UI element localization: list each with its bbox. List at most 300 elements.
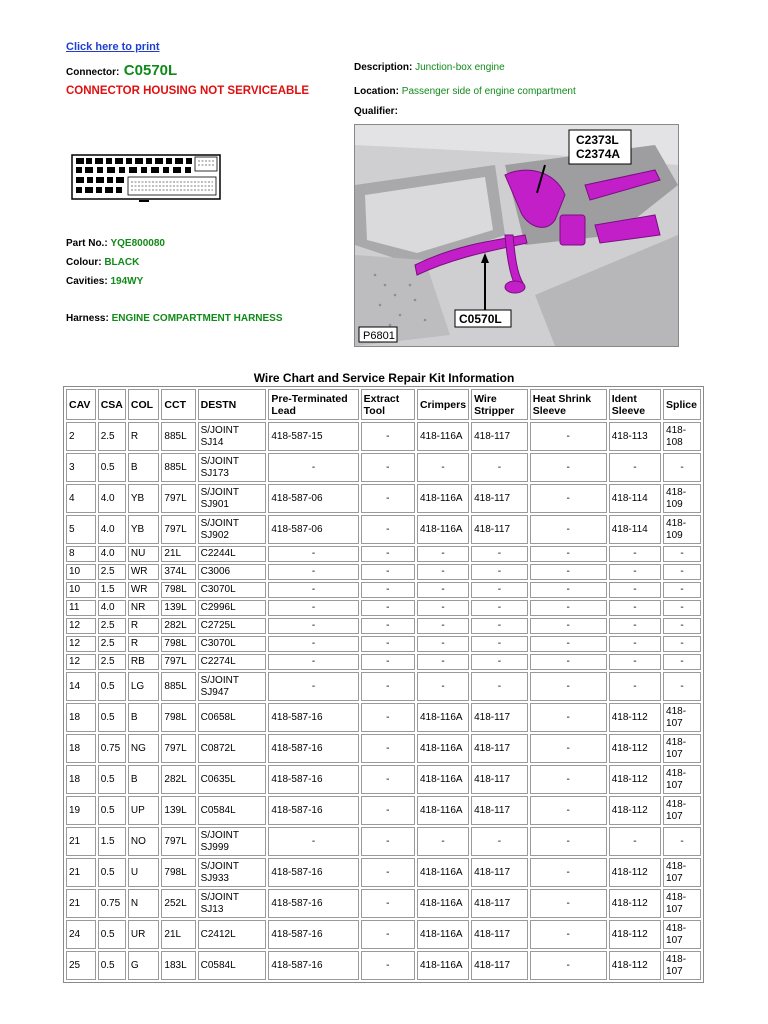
- cell-ident-sleeve: -: [609, 564, 661, 580]
- cell-col: YB: [128, 484, 160, 513]
- cell-pre-terminated-lead: 418-587-16: [268, 858, 358, 887]
- connector-face-diagram: [71, 151, 221, 203]
- table-row: [66, 920, 701, 949]
- cell-heat-shrink-sleeve: -: [530, 703, 607, 732]
- cell-destn: S/JOINT SJ933: [198, 858, 267, 887]
- cell-splice: -: [663, 546, 701, 562]
- cell-extract-tool: -: [361, 582, 415, 598]
- cell-cav: 12: [66, 636, 96, 652]
- cell-ident-sleeve: 418-112: [609, 765, 661, 794]
- table-row: [66, 827, 701, 856]
- cell-destn: S/JOINT SJ999: [198, 827, 267, 856]
- cell-cav: 12: [66, 618, 96, 634]
- harness-value: ENGINE COMPARTMENT HARNESS: [111, 313, 283, 324]
- cell-destn: C0584L: [198, 951, 267, 980]
- cell-ident-sleeve: -: [609, 546, 661, 562]
- callout-c2373l: C2373L: [576, 133, 619, 147]
- cell-extract-tool: -: [361, 453, 415, 482]
- colour-row: [66, 257, 139, 268]
- cell-heat-shrink-sleeve: -: [530, 422, 607, 451]
- cell-heat-shrink-sleeve: -: [530, 734, 607, 763]
- cell-cav: 21: [66, 889, 96, 918]
- cell-cav: 18: [66, 734, 96, 763]
- cell-wire-stripper: 418-117: [471, 889, 528, 918]
- cell-crimpers: 418-116A: [417, 484, 469, 513]
- cell-csa: 2.5: [98, 422, 126, 451]
- table-row: [66, 734, 701, 763]
- cell-extract-tool: -: [361, 654, 415, 670]
- cell-cav: 10: [66, 582, 96, 598]
- table-row: [66, 796, 701, 825]
- cell-pre-terminated-lead: -: [268, 636, 358, 652]
- col-header-destn: DESTN: [198, 389, 267, 420]
- cell-crimpers: -: [417, 654, 469, 670]
- cell-extract-tool: -: [361, 546, 415, 562]
- cell-ident-sleeve: 418-114: [609, 515, 661, 544]
- cell-csa: 4.0: [98, 484, 126, 513]
- cell-crimpers: 418-116A: [417, 889, 469, 918]
- cell-cct: 797L: [161, 515, 195, 544]
- cavities-row: [66, 276, 143, 287]
- col-header-heat-shrink-sleeve: Heat Shrink Sleeve: [530, 389, 607, 420]
- location-row: [354, 86, 576, 97]
- cell-splice: 418-107: [663, 796, 701, 825]
- cell-extract-tool: -: [361, 765, 415, 794]
- cell-col: YB: [128, 515, 160, 544]
- cell-extract-tool: -: [361, 889, 415, 918]
- cell-col: R: [128, 618, 160, 634]
- table-row: [66, 618, 701, 634]
- cell-pre-terminated-lead: -: [268, 546, 358, 562]
- cell-ident-sleeve: 418-114: [609, 484, 661, 513]
- cell-cav: 18: [66, 765, 96, 794]
- cell-pre-terminated-lead: -: [268, 600, 358, 616]
- cell-heat-shrink-sleeve: -: [530, 889, 607, 918]
- cell-cav: 3: [66, 453, 96, 482]
- cell-heat-shrink-sleeve: -: [530, 484, 607, 513]
- cell-crimpers: -: [417, 672, 469, 701]
- cell-destn: S/JOINT SJ14: [198, 422, 267, 451]
- cell-extract-tool: -: [361, 618, 415, 634]
- cell-cav: 19: [66, 796, 96, 825]
- cell-crimpers: 418-116A: [417, 734, 469, 763]
- cell-heat-shrink-sleeve: -: [530, 564, 607, 580]
- col-header-col: COL: [128, 389, 160, 420]
- cell-cav: 2: [66, 422, 96, 451]
- cell-ident-sleeve: 418-112: [609, 858, 661, 887]
- cell-wire-stripper: -: [471, 582, 528, 598]
- cell-csa: 0.5: [98, 672, 126, 701]
- cell-splice: -: [663, 582, 701, 598]
- cell-heat-shrink-sleeve: -: [530, 546, 607, 562]
- cell-wire-stripper: -: [471, 546, 528, 562]
- cell-extract-tool: -: [361, 734, 415, 763]
- cell-heat-shrink-sleeve: -: [530, 582, 607, 598]
- cell-ident-sleeve: -: [609, 618, 661, 634]
- cell-wire-stripper: 418-117: [471, 951, 528, 980]
- cell-wire-stripper: -: [471, 672, 528, 701]
- print-link[interactable]: Click here to print: [66, 41, 160, 53]
- col-header-extract-tool: Extract Tool: [361, 389, 415, 420]
- cell-cct: 282L: [161, 765, 195, 794]
- warning-text: CONNECTOR HOUSING NOT SERVICEABLE: [66, 85, 310, 97]
- cell-col: B: [128, 703, 160, 732]
- cell-crimpers: 418-116A: [417, 703, 469, 732]
- cell-destn: C0584L: [198, 796, 267, 825]
- cell-destn: C3006: [198, 564, 267, 580]
- cell-col: N: [128, 889, 160, 918]
- table-header-row: [66, 389, 701, 420]
- cell-crimpers: 418-116A: [417, 515, 469, 544]
- cell-crimpers: -: [417, 453, 469, 482]
- cell-wire-stripper: 418-117: [471, 515, 528, 544]
- cell-splice: -: [663, 636, 701, 652]
- cell-extract-tool: -: [361, 636, 415, 652]
- cell-destn: S/JOINT SJ901: [198, 484, 267, 513]
- cell-cav: 24: [66, 920, 96, 949]
- part-no-row: [66, 238, 165, 249]
- cell-splice: -: [663, 453, 701, 482]
- cell-csa: 0.5: [98, 858, 126, 887]
- cell-wire-stripper: 418-117: [471, 858, 528, 887]
- table-row: [66, 422, 701, 451]
- cell-extract-tool: -: [361, 484, 415, 513]
- cell-ident-sleeve: -: [609, 654, 661, 670]
- location-photo: [354, 124, 679, 347]
- cell-pre-terminated-lead: 418-587-16: [268, 796, 358, 825]
- part-no-label: Part No.:: [66, 238, 108, 249]
- cell-crimpers: -: [417, 564, 469, 580]
- table-row: [66, 889, 701, 918]
- cell-csa: 1.5: [98, 582, 126, 598]
- harness-label: Harness:: [66, 313, 109, 324]
- cell-destn: C2725L: [198, 618, 267, 634]
- cell-splice: 418-107: [663, 765, 701, 794]
- cell-cct: 21L: [161, 546, 195, 562]
- cell-extract-tool: -: [361, 920, 415, 949]
- cavities-value: 194WY: [110, 276, 144, 287]
- cell-pre-terminated-lead: 418-587-16: [268, 951, 358, 980]
- cell-splice: 418-109: [663, 484, 701, 513]
- photo-ref: P6801: [363, 330, 395, 342]
- cell-pre-terminated-lead: -: [268, 654, 358, 670]
- table-row: [66, 564, 701, 580]
- cell-ident-sleeve: -: [609, 636, 661, 652]
- cell-extract-tool: -: [361, 796, 415, 825]
- cell-destn: S/JOINT SJ947: [198, 672, 267, 701]
- cell-csa: 1.5: [98, 827, 126, 856]
- cell-ident-sleeve: 418-113: [609, 422, 661, 451]
- cell-pre-terminated-lead: 418-587-16: [268, 734, 358, 763]
- cell-destn: C0658L: [198, 703, 267, 732]
- table-row: [66, 515, 701, 544]
- cell-splice: -: [663, 618, 701, 634]
- cell-extract-tool: -: [361, 564, 415, 580]
- cell-pre-terminated-lead: 418-587-16: [268, 920, 358, 949]
- cell-wire-stripper: -: [471, 618, 528, 634]
- cell-destn: S/JOINT SJ902: [198, 515, 267, 544]
- cell-cct: 797L: [161, 827, 195, 856]
- cell-crimpers: -: [417, 582, 469, 598]
- cell-cct: 139L: [161, 796, 195, 825]
- cell-pre-terminated-lead: -: [268, 672, 358, 701]
- cell-pre-terminated-lead: -: [268, 453, 358, 482]
- callout-c0570l: C0570L: [459, 312, 502, 326]
- cell-destn: C2412L: [198, 920, 267, 949]
- cell-ident-sleeve: 418-112: [609, 920, 661, 949]
- cell-pre-terminated-lead: 418-587-16: [268, 703, 358, 732]
- cell-destn: C2244L: [198, 546, 267, 562]
- cell-csa: 0.75: [98, 734, 126, 763]
- cell-csa: 0.5: [98, 796, 126, 825]
- col-header-cct: CCT: [161, 389, 195, 420]
- cell-heat-shrink-sleeve: -: [530, 796, 607, 825]
- cell-splice: -: [663, 827, 701, 856]
- cell-splice: -: [663, 654, 701, 670]
- cell-cav: 5: [66, 515, 96, 544]
- cell-heat-shrink-sleeve: -: [530, 453, 607, 482]
- cell-extract-tool: -: [361, 703, 415, 732]
- table-row: [66, 582, 701, 598]
- cavities-label: Cavities:: [66, 276, 108, 287]
- cell-wire-stripper: -: [471, 636, 528, 652]
- cell-splice: 418-107: [663, 951, 701, 980]
- description-label: Description:: [354, 62, 413, 73]
- cell-cav: 10: [66, 564, 96, 580]
- table-row: [66, 858, 701, 887]
- table-row: [66, 654, 701, 670]
- cell-crimpers: 418-116A: [417, 796, 469, 825]
- cell-cav: 25: [66, 951, 96, 980]
- cell-cav: 18: [66, 703, 96, 732]
- cell-col: U: [128, 858, 160, 887]
- cell-heat-shrink-sleeve: -: [530, 672, 607, 701]
- cell-destn: C2996L: [198, 600, 267, 616]
- cell-cct: 798L: [161, 636, 195, 652]
- table-row: [66, 703, 701, 732]
- cell-csa: 4.0: [98, 600, 126, 616]
- cell-cct: 282L: [161, 618, 195, 634]
- cell-heat-shrink-sleeve: -: [530, 515, 607, 544]
- cell-heat-shrink-sleeve: -: [530, 920, 607, 949]
- cell-cct: 797L: [161, 654, 195, 670]
- cell-wire-stripper: 418-117: [471, 734, 528, 763]
- cell-pre-terminated-lead: 418-587-15: [268, 422, 358, 451]
- cell-destn: C0872L: [198, 734, 267, 763]
- cell-destn: C3070L: [198, 582, 267, 598]
- cell-wire-stripper: 418-117: [471, 765, 528, 794]
- col-header-crimpers: Crimpers: [417, 389, 469, 420]
- table-row: [66, 672, 701, 701]
- cell-csa: 2.5: [98, 618, 126, 634]
- cell-heat-shrink-sleeve: -: [530, 618, 607, 634]
- cell-crimpers: -: [417, 618, 469, 634]
- table-row: [66, 484, 701, 513]
- cell-pre-terminated-lead: 418-587-06: [268, 484, 358, 513]
- cell-ident-sleeve: -: [609, 672, 661, 701]
- cell-heat-shrink-sleeve: -: [530, 636, 607, 652]
- cell-ident-sleeve: 418-112: [609, 703, 661, 732]
- col-header-wire-stripper: Wire Stripper: [471, 389, 528, 420]
- table-row: [66, 453, 701, 482]
- cell-extract-tool: -: [361, 600, 415, 616]
- cell-destn: C2274L: [198, 654, 267, 670]
- cell-cav: 11: [66, 600, 96, 616]
- cell-csa: 2.5: [98, 654, 126, 670]
- cell-col: B: [128, 765, 160, 794]
- wire-chart-body: [66, 422, 701, 980]
- cell-splice: 418-107: [663, 889, 701, 918]
- cell-wire-stripper: -: [471, 827, 528, 856]
- cell-crimpers: 418-116A: [417, 920, 469, 949]
- cell-ident-sleeve: 418-112: [609, 796, 661, 825]
- cell-extract-tool: -: [361, 515, 415, 544]
- cell-cct: 797L: [161, 734, 195, 763]
- cell-cct: 798L: [161, 703, 195, 732]
- cell-col: R: [128, 636, 160, 652]
- cell-pre-terminated-lead: -: [268, 564, 358, 580]
- cell-wire-stripper: 418-117: [471, 703, 528, 732]
- cell-csa: 0.75: [98, 889, 126, 918]
- cell-csa: 2.5: [98, 564, 126, 580]
- cell-pre-terminated-lead: 418-587-16: [268, 889, 358, 918]
- table-row: [66, 546, 701, 562]
- cell-crimpers: -: [417, 827, 469, 856]
- cell-wire-stripper: 418-117: [471, 796, 528, 825]
- cell-heat-shrink-sleeve: -: [530, 765, 607, 794]
- cell-csa: 2.5: [98, 636, 126, 652]
- cell-heat-shrink-sleeve: -: [530, 600, 607, 616]
- description-row: [354, 62, 505, 73]
- cell-pre-terminated-lead: -: [268, 827, 358, 856]
- cell-cct: 885L: [161, 672, 195, 701]
- part-no-value: YQE800080: [110, 238, 165, 249]
- cell-ident-sleeve: -: [609, 827, 661, 856]
- cell-csa: 4.0: [98, 546, 126, 562]
- cell-col: LG: [128, 672, 160, 701]
- cell-ident-sleeve: 418-112: [609, 951, 661, 980]
- colour-value: BLACK: [104, 257, 140, 268]
- cell-cav: 8: [66, 546, 96, 562]
- cell-cct: 139L: [161, 600, 195, 616]
- cell-csa: 0.5: [98, 453, 126, 482]
- cell-col: UP: [128, 796, 160, 825]
- cell-csa: 0.5: [98, 951, 126, 980]
- cell-splice: 418-107: [663, 858, 701, 887]
- col-header-pre-terminated-lead: Pre-Terminated Lead: [268, 389, 358, 420]
- cell-wire-stripper: 418-117: [471, 484, 528, 513]
- cell-cct: 798L: [161, 582, 195, 598]
- cell-col: WR: [128, 582, 160, 598]
- cell-crimpers: 418-116A: [417, 858, 469, 887]
- cell-heat-shrink-sleeve: -: [530, 858, 607, 887]
- connector-name: C0570L: [123, 62, 178, 79]
- cell-wire-stripper: -: [471, 600, 528, 616]
- cell-pre-terminated-lead: 418-587-16: [268, 765, 358, 794]
- cell-cav: 21: [66, 858, 96, 887]
- cell-splice: 418-107: [663, 734, 701, 763]
- cell-destn: S/JOINT SJ13: [198, 889, 267, 918]
- cell-cav: 12: [66, 654, 96, 670]
- table-row: [66, 636, 701, 652]
- connector-row: [66, 62, 177, 80]
- cell-cct: 798L: [161, 858, 195, 887]
- cell-wire-stripper: -: [471, 654, 528, 670]
- cell-pre-terminated-lead: -: [268, 582, 358, 598]
- cell-cct: 885L: [161, 453, 195, 482]
- colour-label: Colour:: [66, 257, 102, 268]
- cell-extract-tool: -: [361, 827, 415, 856]
- cell-cav: 4: [66, 484, 96, 513]
- col-header-ident-sleeve: Ident Sleeve: [609, 389, 661, 420]
- location-label: Location:: [354, 86, 399, 97]
- cell-splice: -: [663, 564, 701, 580]
- cell-ident-sleeve: 418-112: [609, 734, 661, 763]
- connector-label: Connector:: [66, 67, 120, 78]
- cell-col: NG: [128, 734, 160, 763]
- cell-extract-tool: -: [361, 422, 415, 451]
- wire-chart-table: [63, 386, 704, 983]
- cell-crimpers: 418-116A: [417, 765, 469, 794]
- cell-col: RB: [128, 654, 160, 670]
- cell-destn: C0635L: [198, 765, 267, 794]
- cell-crimpers: -: [417, 636, 469, 652]
- cell-crimpers: -: [417, 600, 469, 616]
- cell-col: WR: [128, 564, 160, 580]
- cell-splice: 418-107: [663, 920, 701, 949]
- cell-col: G: [128, 951, 160, 980]
- cell-pre-terminated-lead: 418-587-06: [268, 515, 358, 544]
- cell-cav: 14: [66, 672, 96, 701]
- cell-cct: 885L: [161, 422, 195, 451]
- cell-cct: 183L: [161, 951, 195, 980]
- callout-c2374a: C2374A: [576, 147, 621, 161]
- col-header-cav: CAV: [66, 389, 96, 420]
- table-row: [66, 951, 701, 980]
- qualifier-label: Qualifier:: [354, 106, 398, 117]
- cell-wire-stripper: 418-117: [471, 920, 528, 949]
- cell-cav: 21: [66, 827, 96, 856]
- cell-cct: 374L: [161, 564, 195, 580]
- cell-col: NR: [128, 600, 160, 616]
- cell-destn: C3070L: [198, 636, 267, 652]
- cell-csa: 4.0: [98, 515, 126, 544]
- cell-cct: 252L: [161, 889, 195, 918]
- cell-pre-terminated-lead: -: [268, 618, 358, 634]
- cell-col: B: [128, 453, 160, 482]
- col-header-csa: CSA: [98, 389, 126, 420]
- cell-destn: S/JOINT SJ173: [198, 453, 267, 482]
- table-row: [66, 600, 701, 616]
- cell-crimpers: -: [417, 546, 469, 562]
- description-value: Junction-box engine: [415, 62, 505, 73]
- cell-splice: -: [663, 600, 701, 616]
- cell-splice: -: [663, 672, 701, 701]
- cell-wire-stripper: -: [471, 564, 528, 580]
- cell-splice: 418-107: [663, 703, 701, 732]
- cell-crimpers: 418-116A: [417, 951, 469, 980]
- cell-extract-tool: -: [361, 672, 415, 701]
- col-header-splice: Splice: [663, 389, 701, 420]
- cell-extract-tool: -: [361, 951, 415, 980]
- cell-wire-stripper: -: [471, 453, 528, 482]
- harness-row: [66, 313, 283, 324]
- cell-extract-tool: -: [361, 858, 415, 887]
- cell-heat-shrink-sleeve: -: [530, 951, 607, 980]
- cell-heat-shrink-sleeve: -: [530, 654, 607, 670]
- cell-col: NO: [128, 827, 160, 856]
- cell-cct: 797L: [161, 484, 195, 513]
